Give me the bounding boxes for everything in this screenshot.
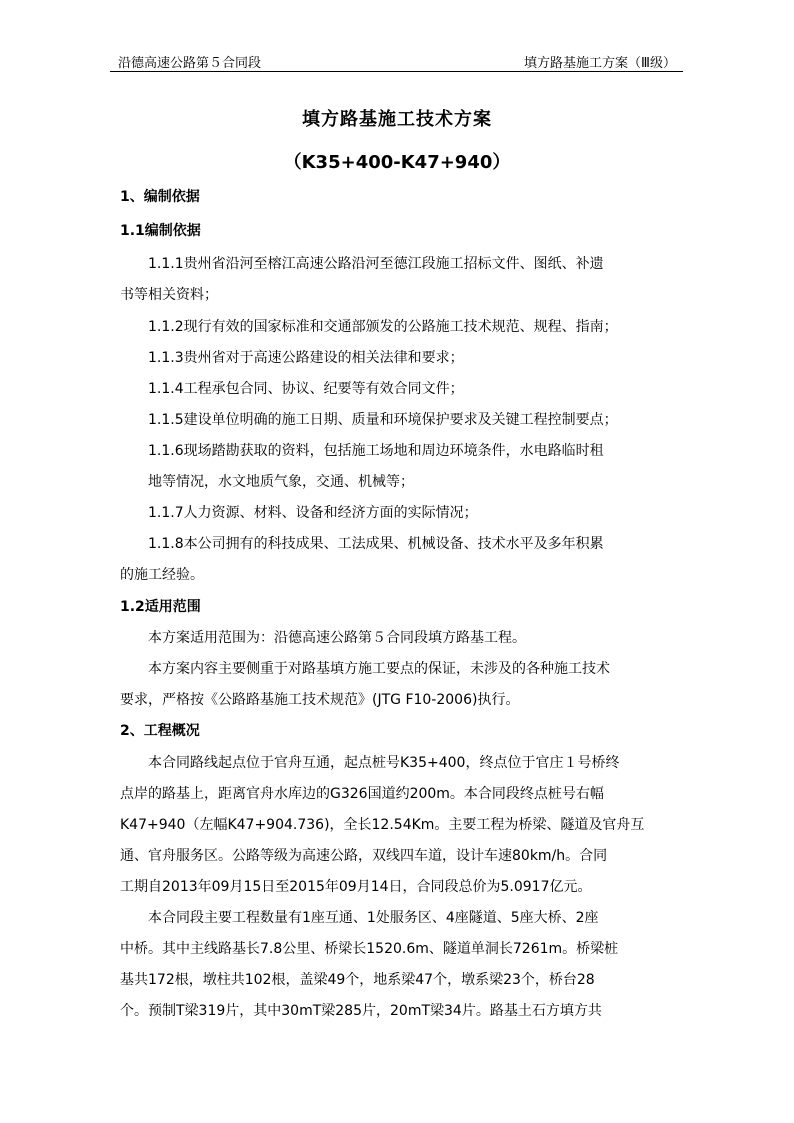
paragraph-line: 本合同路线起点位于官舟互通，起点桩号K35+400，终点位于官庄１号桥终	[148, 755, 620, 771]
paragraph-line: 1.1.4工程承包合同、协议、纪要等有效合同文件；	[148, 381, 464, 397]
paragraph-line: 个。预制T梁319片，其中30mT梁285片，20mT梁34片。路基土石方填方共	[120, 1003, 602, 1019]
paragraph-line: 中桥。其中主线路基长7.8公里、桥梁长1520.6m、隧道单洞长7261m。桥梁桩	[120, 941, 619, 957]
paragraph-line: 地等情况，水文地质气象，交通、机械等；	[148, 474, 414, 490]
paragraph-line: 1.1.6现场踏勘获取的资料，包括施工场地和周边环境条件，水电路临时租	[148, 443, 604, 459]
paragraph-line: 1.1.2现行有效的国家标准和交通部颁发的公路施工技术规范、规程、指南；	[148, 319, 618, 335]
header-rule	[110, 71, 683, 72]
paragraph-line: K47+940（左幅K47+904.736)，全长12.54Km。主要工程为桥梁、隧道及官舟互	[120, 817, 645, 833]
paragraph-line: 1.1.3贵州省对于高速公路建设的相关法律和要求；	[148, 350, 464, 366]
document-subtitle: （K35+400-K47+940）	[283, 152, 511, 173]
paragraph-line: 1.1.8本公司拥有的科技成果、工法成果、机械设备、技术水平及多年积累	[148, 536, 604, 552]
running-header-project: 沿德高速公路第５合同段	[118, 56, 262, 71]
section-heading-2: 2、工程概况	[120, 723, 200, 739]
paragraph-line: 的施工经验。	[120, 567, 204, 583]
paragraph-line: 本方案适用范围为：沿德高速公路第５合同段填方路基工程。	[148, 630, 526, 646]
paragraph-line: 1.1.7人力资源、材料、设备和经济方面的实际情况；	[148, 505, 478, 521]
section-heading-1-2: 1.2适用范围	[120, 599, 201, 615]
paragraph-line: 通、官舟服务区。公路等级为高速公路，双线四车道，设计车速80km/h。合同	[120, 848, 608, 864]
paragraph-line: 工期自2013年09月15日至2015年09月14日，合同段总价为5.0917亿元。	[120, 879, 592, 895]
paragraph-line: 1.1.1贵州省沿河至榕江高速公路沿河至德江段施工招标文件、图纸、补遗	[148, 256, 604, 272]
paragraph-line: 书等相关资料；	[120, 287, 218, 303]
paragraph-line: 点岸的路基上，距离官舟水库边的G326国道约200m。本合同段终点桩号右幅	[120, 786, 604, 802]
paragraph-line: 本方案内容主要侧重于对路基填方施工要点的保证，未涉及的各种施工技术	[148, 661, 610, 677]
section-heading-1: 1、编制依据	[120, 189, 200, 205]
paragraph-line: 要求，严格按《公路路基施工技术规范》(JTG F10-2006)执行。	[120, 692, 520, 708]
document-title: 填方路基施工技术方案	[302, 109, 492, 130]
running-header-doc-type: 填方路基施工方案（Ⅲ级）	[524, 56, 676, 71]
section-heading-1-1: 1.1编制依据	[120, 223, 201, 239]
paragraph-line: 本合同段主要工程数量有1座互通、1处服务区、4座隧道、5座大桥、2座	[148, 910, 599, 926]
paragraph-line: 基共172根，墩柱共102根，盖梁49个，地系梁47个，墩系梁23个，桥台28	[120, 972, 595, 988]
paragraph-line: 1.1.5建设单位明确的施工日期、质量和环境保护要求及关键工程控制要点；	[148, 412, 618, 428]
